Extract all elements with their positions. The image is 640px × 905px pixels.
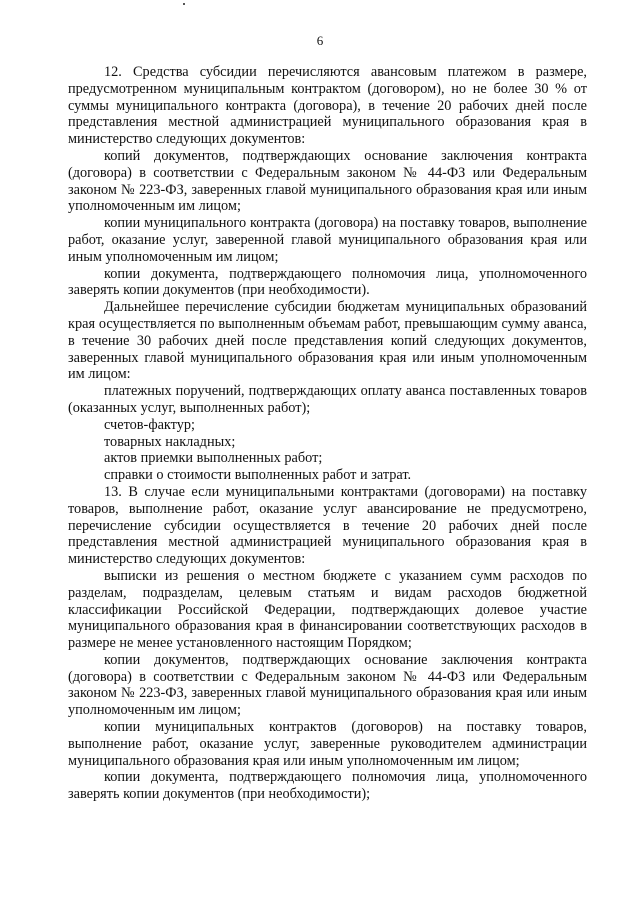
paragraph-13: 13. В случае если муниципальными контрактами (договорами) на поставку товаров, выполнение работ, оказание услуг авансирование не предусмотрено, перечисление субсидии осуществляется в течение 20 рабочих дней после представления местной администрацией муниципального образования края в министерство следующих документов:: [68, 483, 587, 568]
list-item: справки о стоимости выполненных работ и затрат.: [104, 467, 412, 484]
list-item: копии документа, подтверждающего полномочия лица, уполномоченного заверять копии документов (при необходимости);: [68, 769, 587, 803]
page-number: 6: [316, 33, 324, 48]
list-item: копии муниципальных контрактов (договоров) на поставку товаров, выполнение работ, оказание услуг, заверенные руководителем администрации муниципального образования края или иным уполномоченным им лицом;: [68, 719, 587, 769]
list-item: копий документов, подтверждающих основание заключения контракта (договора) в соответствии с Федеральным законом № 44-ФЗ или Федеральным законом № 223-ФЗ, заверенных главой муниципального образования края или иным уполномоченным им лицом;: [68, 147, 587, 215]
list-item: выписки из решения о местном бюджете с указанием сумм расходов по разделам, подразделам, целевым статьям и видам расходов бюджетной классификации Российской Федерации, подтверждающих долевое участие муниципального образования края в финансировании соответствующих расходов в размере не менее установленного настоящим Порядком;: [68, 567, 587, 652]
list-item: копии документа, подтверждающего полномочия лица, уполномоченного заверять копии документов (при необходимости).: [68, 265, 587, 299]
paragraph-12: 12. Средства субсидии перечисляются авансовым платежом в размере, предусмотренном муниципальным контрактом (договором), но не более 30 % от суммы муниципального контракта (договора), в течение 20 рабочих дней после представления местной администрацией муниципального образования края в министерство следующих документов:: [68, 64, 587, 148]
paragraph: Дальнейшее перечисление субсидии бюджетам муниципальных образований края осуществляется по выполненным объемам работ, превышающим сумму аванса, в течение 30 рабочих дней после представления копий следующих документов, заверенных главой муниципального образования края или иным уполномоченным им лицом:: [68, 299, 587, 383]
list-item: платежных поручений, подтверждающих оплату аванса поставленных товаров (оказанных услуг, выполненных работ);: [68, 383, 587, 416]
list-item: счетов-фактур;: [104, 416, 196, 433]
list-item: копии документов, подтверждающих основание заключения контракта (договора) в соответствии с Федеральным законом № 44-ФЗ или Федеральным законом № 223-ФЗ, заверенных главой муниципального образования края или иным уполномоченным им лицом;: [68, 651, 587, 719]
list-item: копии муниципального контракта (договора) на поставку товаров, выполнение работ, оказание услуг, заверенной главой муниципального образования края или иным уполномоченным им лицом;: [68, 215, 587, 265]
document-body: [68, 64, 587, 803]
list-item: товарных накладных;: [104, 433, 236, 450]
list-item: актов приемки выполненных работ;: [104, 450, 323, 467]
scan-speck: [183, 3, 185, 5]
